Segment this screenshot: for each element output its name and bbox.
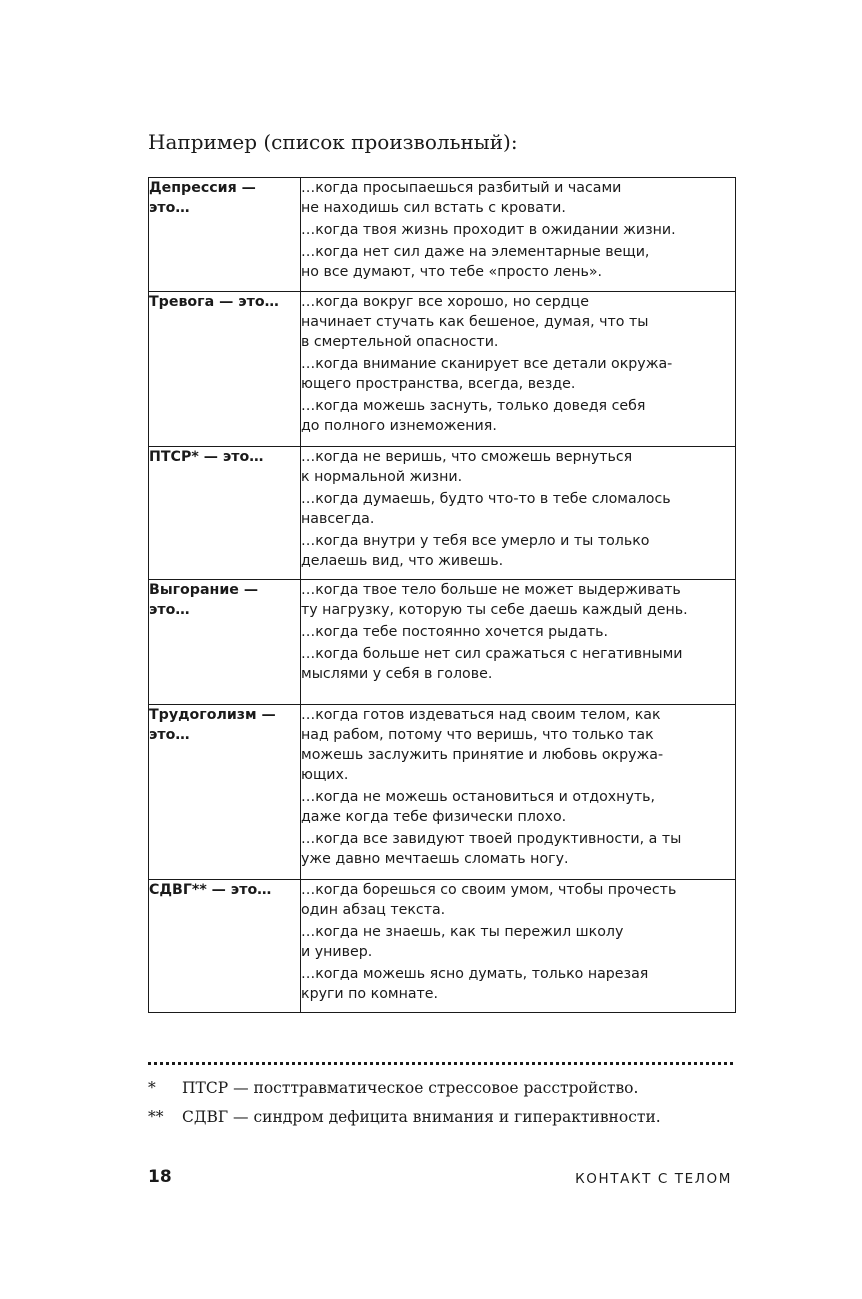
definition-item: …когда не можешь остановиться и отдохнуть, даже когда тебе физически плохо. bbox=[301, 789, 655, 825]
definitions-cell bbox=[301, 178, 736, 292]
definitions-cell bbox=[301, 580, 736, 705]
definition-item: …когда нет сил даже на элементарные вещи, но все думают, что тебе «просто лень». bbox=[301, 244, 650, 280]
term-label: Депрессия — это… bbox=[149, 180, 256, 216]
definitions-cell bbox=[301, 880, 736, 1013]
conditions-table bbox=[148, 177, 736, 1013]
definition-item: …когда твое тело больше не может выдерживать ту нагрузку, которую ты себе даешь каждый день. bbox=[301, 582, 688, 618]
definition-item: …когда просыпаешься разбитый и часами не находишь сил встать с кровати. bbox=[301, 180, 622, 216]
page-number: 18 bbox=[148, 1167, 172, 1187]
term-cell bbox=[149, 580, 301, 705]
term-label: ПТСР* — это… bbox=[149, 449, 264, 465]
term-cell bbox=[149, 705, 301, 880]
term-cell bbox=[149, 880, 301, 1013]
intro-text: Например (список произвольный): bbox=[148, 130, 518, 154]
definitions-cell bbox=[301, 705, 736, 880]
term-label: СДВГ** — это… bbox=[149, 882, 272, 898]
table-row bbox=[149, 178, 736, 292]
term-cell bbox=[149, 292, 301, 447]
footnote-adhd bbox=[148, 1106, 661, 1128]
footnote-divider bbox=[148, 1062, 733, 1065]
definition-item: …когда все завидуют твоей продуктивности, а ты уже давно мечтаешь сломать ногу. bbox=[301, 831, 682, 867]
definition-item: …когда внимание сканирует все детали окружа- ющего пространства, всегда, везде. bbox=[301, 356, 673, 392]
definitions-cell bbox=[301, 292, 736, 447]
definition-item: …когда можешь заснуть, только доведя себя до полного изнеможения. bbox=[301, 398, 646, 434]
definition-item: …когда можешь ясно думать, только нарезая круги по комнате. bbox=[301, 966, 649, 1002]
term-cell bbox=[149, 178, 301, 292]
table-row bbox=[149, 880, 736, 1013]
table-row bbox=[149, 580, 736, 705]
footnote-text: СДВГ — синдром дефицита внимания и гиперактивности. bbox=[182, 1108, 661, 1126]
footnote-ptsd bbox=[148, 1077, 638, 1099]
definition-item: …когда готов издеваться над своим телом, как над рабом, потому что веришь, что только так можешь заслужить принятие и любовь окружа- ющих. bbox=[301, 707, 664, 783]
table-row bbox=[149, 705, 736, 880]
definition-item: …когда не веришь, что сможешь вернуться к нормальной жизни. bbox=[301, 449, 633, 485]
definition-item: …когда твоя жизнь проходит в ожидании жизни. bbox=[301, 222, 676, 238]
footnote-text: ПТСР — посттравматическое стрессовое расстройство. bbox=[182, 1079, 639, 1097]
definition-item: …когда больше нет сил сражаться с негативными мыслями у себя в голове. bbox=[301, 646, 683, 682]
running-head: КОНТАКТ С ТЕЛОМ bbox=[575, 1171, 732, 1187]
term-label: Трудоголизм — это… bbox=[149, 707, 276, 743]
definition-item: …когда внутри у тебя все умерло и ты только делаешь вид, что живешь. bbox=[301, 533, 650, 569]
definition-item: …когда вокруг все хорошо, но сердце начинает стучать как бешеное, думая, что ты в смертельной опасности. bbox=[301, 294, 649, 350]
definition-item: …когда борешься со своим умом, чтобы прочесть один абзац текста. bbox=[301, 882, 677, 918]
definition-item: …когда тебе постоянно хочется рыдать. bbox=[301, 624, 609, 640]
table-row bbox=[149, 292, 736, 447]
term-cell bbox=[149, 447, 301, 580]
term-label: Тревога — это… bbox=[149, 294, 279, 310]
definitions-cell bbox=[301, 447, 736, 580]
table-row bbox=[149, 447, 736, 580]
definition-item: …когда думаешь, будто что-то в тебе сломалось навсегда. bbox=[301, 491, 671, 527]
term-label: Выгорание — это… bbox=[149, 582, 259, 618]
footnote-mark: ** bbox=[148, 1108, 164, 1126]
definition-item: …когда не знаешь, как ты пережил школу и универ. bbox=[301, 924, 624, 960]
footnote-mark: * bbox=[148, 1079, 156, 1097]
